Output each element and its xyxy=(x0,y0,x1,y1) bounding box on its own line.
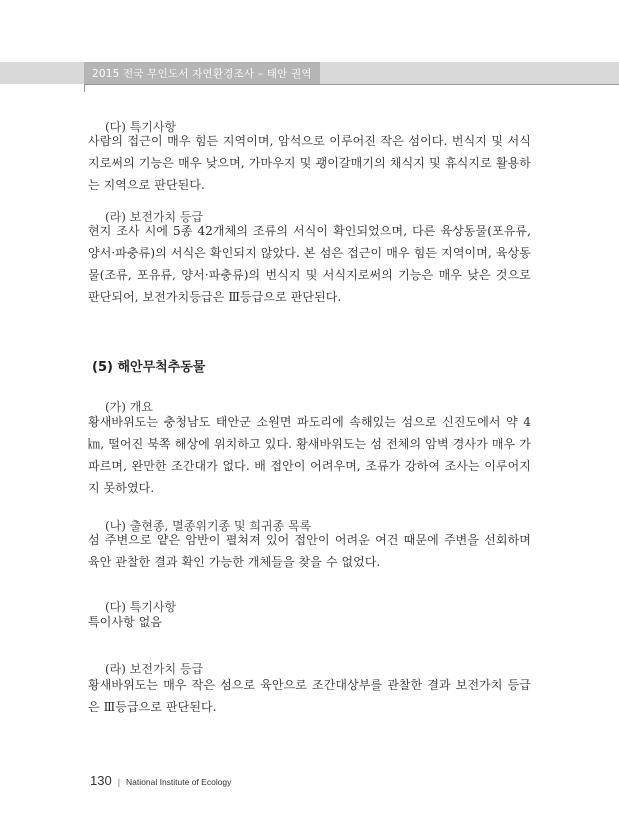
birds-conservation-grade-heading: (라) 보전가치 등급 xyxy=(105,210,204,224)
footer-separator: | xyxy=(117,777,121,787)
page-number: 130 xyxy=(90,773,112,788)
invertebrates-special-notes-text: 특이사항 없음 xyxy=(88,615,163,629)
invertebrates-species-list-heading: (나) 출현종, 멸종위기종 및 희귀종 목록 xyxy=(105,519,312,533)
invertebrates-species-list-text: 섬 주변으로 얕은 암반이 펼쳐져 있어 접안이 어려운 여건 때문에 주변을 선회하며 육안 관찰한 결과 확인 가능한 개체들을 찾을 수 없었다. xyxy=(88,533,531,569)
footer-organization: National Institute of Ecology xyxy=(126,777,232,787)
birds-special-notes-heading: (다) 특기사항 xyxy=(105,120,177,134)
page-footer xyxy=(90,772,231,790)
section-title-invertebrates: (5) 해안무척추동물 xyxy=(92,360,206,375)
invertebrates-special-notes-heading: (다) 특기사항 xyxy=(105,600,177,614)
invertebrates-overview-heading: (가) 개요 xyxy=(105,400,153,414)
invertebrates-conservation-grade-text: 황새바위도는 매우 작은 섬으로 육안으로 조간대상부를 관찰한 결과 보전가치 등급은 Ⅲ등급으로 판단된다. xyxy=(88,678,531,714)
running-header-title: 2015 전국 무인도서 자연환경조사 – 태안 권역 xyxy=(92,68,312,80)
invertebrates-conservation-grade-heading: (라) 보전가치 등급 xyxy=(105,662,204,676)
invertebrates-overview-text: 황새바위도는 충청남도 태안군 소원면 파도리에 속해있는 섬으로 신진도에서 약 4㎞, 떨어진 북쪽 해상에 위치하고 있다. 황새바위도는 섬 전체의 암벽 경사가 매우 가파르며, 완만한 조간대가 없다. 배 접안이 어려우며, 조류가 강하여 조사는 이루어지지 못하였다. xyxy=(88,415,531,495)
birds-conservation-grade-text: 현지 조사 시에 5종 42개체의 조류의 서식이 확인되었으며, 다른 육상동물(포유류, 양서·파충류)의 서식은 확인되지 않았다. 본 섬은 접근이 매우 힘든 지역이며, 육상동물(조류, 포유류, 양서·파충류)의 번식지 및 서식지로써의 기능은 매우 낮은 것으로 판단되어, 보전가치등급은 Ⅲ등급으로 판단된다. xyxy=(88,224,531,304)
birds-special-notes-text: 사람의 접근이 매우 힘든 지역이며, 암석으로 이루어진 작은 섬이다. 번식지 및 서식지로써의 기능은 매우 낮으며, 가마우지 및 괭이갈매기의 채식지 및 휴식지로 활용하는 지역으로 판단된다. xyxy=(88,134,531,192)
